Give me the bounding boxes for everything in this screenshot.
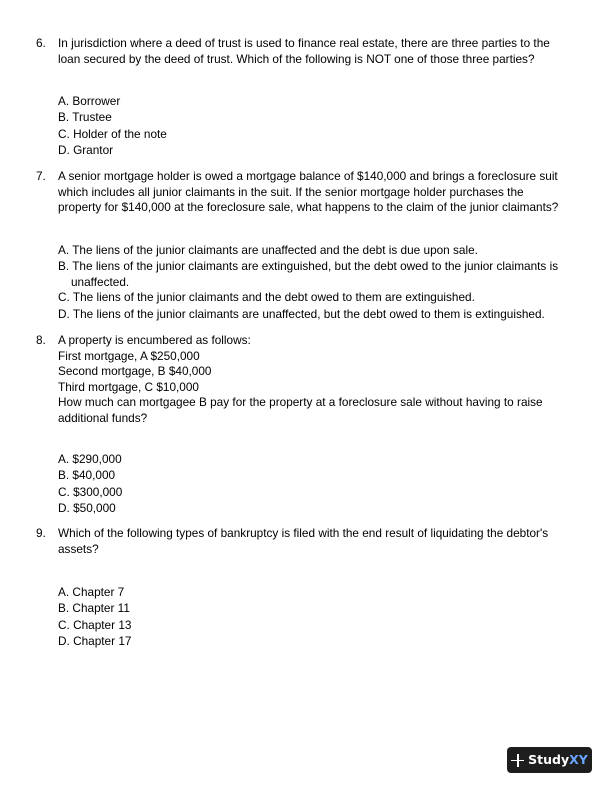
question-line: which includes all junior claimants in the suit. If the senior mortgage holder purchases the xyxy=(58,184,524,199)
question-text xyxy=(58,169,588,216)
question-line: First mortgage, A $250,000 xyxy=(58,348,200,363)
question-line: loan secured by the deed of trust. Which of the following is NOT one of those three parties? xyxy=(58,51,535,66)
option-d: D. Chapter 17 xyxy=(58,633,132,648)
question-text xyxy=(58,36,588,67)
question-line: How much can mortgagee B pay for the property at a foreclosure sale without having to raise xyxy=(58,395,543,409)
options-list-8 xyxy=(58,452,598,517)
question-line: assets? xyxy=(58,541,99,556)
question-line: Third mortgage, C $10,000 xyxy=(58,379,199,394)
question-text xyxy=(58,333,588,426)
question-number: 6. xyxy=(36,36,46,50)
brand-main-text: Study xyxy=(528,752,570,768)
option-b: B. Trustee xyxy=(58,110,112,125)
question-line: Second mortgage, B $40,000 xyxy=(58,364,212,378)
question-line: additional funds? xyxy=(58,410,148,425)
option-c: C. $300,000 xyxy=(58,484,123,499)
question-line: A property is encumbered as follows: xyxy=(58,333,251,347)
option-d: D. The liens of the junior claimants are unaffected, but the debt owed to them is extinguished. xyxy=(58,306,545,321)
options-list-6 xyxy=(58,94,598,159)
option-b: B. $40,000 xyxy=(58,468,116,483)
option-a: A. $290,000 xyxy=(58,452,122,466)
option-d: D. Grantor xyxy=(58,142,114,157)
options-list-9 xyxy=(58,585,598,650)
question-number: 9. xyxy=(36,526,46,540)
question-text xyxy=(58,526,588,557)
options-list-7 xyxy=(58,243,598,323)
studyxy-logo-badge[interactable] xyxy=(507,747,592,773)
question-line: In jurisdiction where a deed of trust is used to finance real estate, there are three parties to the xyxy=(58,36,550,50)
option-b: B. The liens of the junior claimants are extinguished, but the debt owed to the junior claimants is unaffected. xyxy=(58,259,559,289)
question-line: Which of the following types of bankruptcy is filed with the end result of liquidating the debtor's xyxy=(58,526,549,540)
option-d: D. $50,000 xyxy=(58,500,116,515)
option-c: C. Chapter 13 xyxy=(58,617,132,632)
plus-icon xyxy=(511,754,524,767)
question-number: 8. xyxy=(36,333,46,347)
question-number: 7. xyxy=(36,169,46,183)
option-c: C. The liens of the junior claimants and the debt owed to them are extinguished. xyxy=(58,290,475,305)
question-line: A senior mortgage holder is owed a mortgage balance of $140,000 and brings a foreclosure suit xyxy=(58,169,558,183)
option-b: B. Chapter 11 xyxy=(58,601,130,616)
option-a: A. Borrower xyxy=(58,94,121,108)
option-a: A. The liens of the junior claimants are unaffected and the debt is due upon sale. xyxy=(58,243,478,257)
option-a: A. Chapter 7 xyxy=(58,585,125,599)
option-c: C. Holder of the note xyxy=(58,126,167,141)
brand-accent-text: XY xyxy=(569,752,588,768)
question-line: property for $140,000 at the foreclosure sale, what happens to the claim of the junior claimants? xyxy=(58,200,559,214)
